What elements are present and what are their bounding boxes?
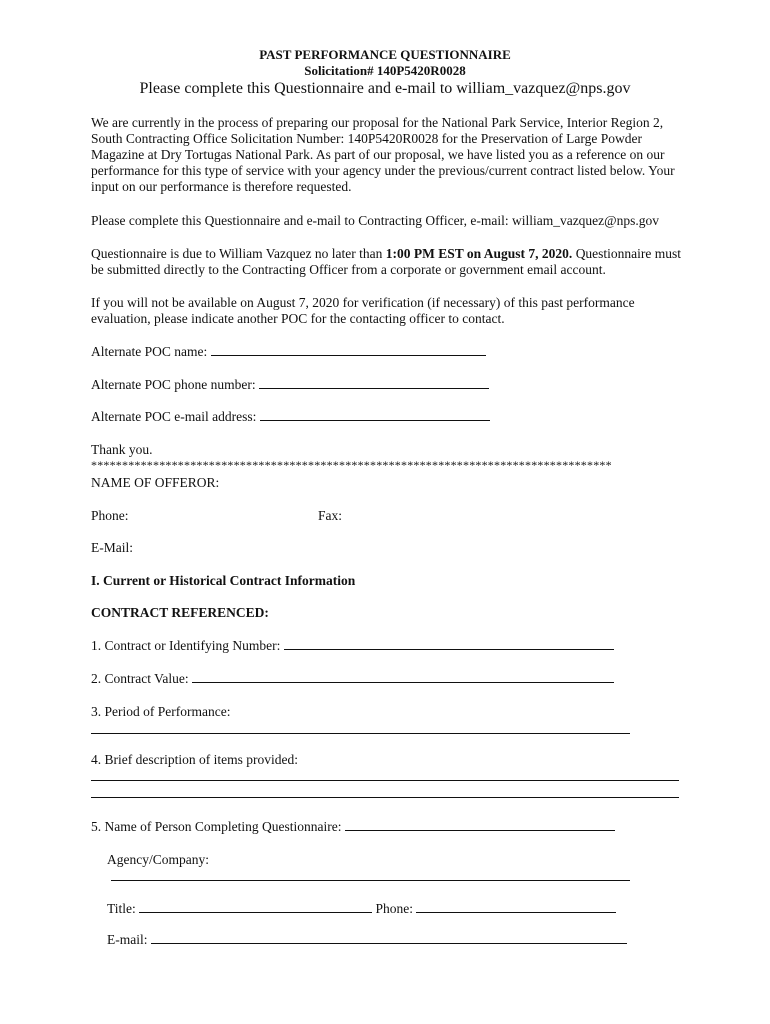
offeror-phone-label: Phone: [91,508,129,523]
offeror-email-label: E-Mail: [91,540,133,555]
description-field-line-1[interactable] [91,780,679,781]
contract-number-field[interactable] [284,638,614,650]
contract-value-label: 2. Contract Value: [91,671,189,686]
alternate-poc-name-row [91,344,486,360]
alternate-poc-phone-row [91,377,489,393]
title-label: Title: [107,901,136,916]
alternate-poc-email-label: Alternate POC e-mail address: [91,409,257,424]
contract-referenced-heading: CONTRACT REFERENCED: [91,605,269,620]
asterisk-divider: ************************************************************************************ [91,458,612,472]
section-heading: I. Current or Historical Contract Information [91,573,356,588]
deadline-time: 1:00 PM EST on August 7, 2020. [385,246,573,261]
agency-company-label: Agency/Company: [107,852,209,867]
description-field-line-2[interactable] [91,797,679,798]
offeror-fax-label: Fax: [318,508,343,523]
contract-value-row [91,671,614,687]
alternate-poc-email-field[interactable] [260,409,490,421]
contact-paragraph: Please complete this Questionnaire and e-mail to Contracting Officer, e-mail: william_vazquez@nps.gov [91,213,659,228]
person-email-row [107,932,627,948]
period-of-performance-field[interactable] [91,733,630,734]
agency-company-field[interactable] [111,880,630,881]
person-email-field[interactable] [151,932,627,944]
description-label: 4. Brief description of items provided: [91,752,298,767]
deadline-text-a: Questionnaire is due to William Vazquez no later than [91,246,386,261]
alternate-poc-name-label: Alternate POC name: [91,344,208,359]
intro-paragraph: We are currently in the process of preparing our proposal for the National Park Service, Interior Region 2, South Contracting Office Solicitation Number: 140P5420R0028 for the Preservation of Large Powder Magazine at Dry Tortugas National Park. As part of our proposal, we have listed you as a reference on our performance for this type of service with your agency under the previous/current contract listed below. Your input on our performance is therefore requested. [91,115,675,194]
person-email-label: E-mail: [107,932,148,947]
contract-number-label: 1. Contract or Identifying Number: [91,638,281,653]
person-phone-label: Phone: [375,901,414,916]
alternate-poc-email-row [91,409,490,425]
submission-instruction: Please complete this Questionnaire and e-mail to william_vazquez@nps.gov [139,80,631,97]
deadline-text-b: Questionnaire must be submitted directly to the Contracting Officer from a corporate or government email account. [91,246,682,277]
person-completing-row [91,819,615,835]
person-phone-field[interactable] [416,901,616,913]
contract-number-row [91,638,614,654]
alternate-poc-phone-label: Alternate POC phone number: [91,377,256,392]
title-field[interactable] [139,901,372,913]
person-completing-label: 5. Name of Person Completing Questionnaire: [91,819,342,834]
thank-you-text: Thank you. [91,442,153,457]
period-of-performance-label: 3. Period of Performance: [91,704,231,719]
person-completing-field[interactable] [345,819,615,831]
deadline-paragraph [91,246,691,278]
title-phone-row [107,901,616,917]
contract-value-field[interactable] [192,671,614,683]
solicitation-number: Solicitation# 140P5420R0028 [304,63,466,78]
alternate-poc-name-field[interactable] [211,344,486,356]
availability-paragraph: If you will not be available on August 7, 2020 for verification (if necessary) of this past performance evaluation, please indicate another POC for the contacting officer to contact. [91,295,635,326]
document-title: PAST PERFORMANCE QUESTIONNAIRE [259,47,511,62]
alternate-poc-phone-field[interactable] [259,377,489,389]
offeror-name-label: NAME OF OFFEROR: [91,475,220,490]
